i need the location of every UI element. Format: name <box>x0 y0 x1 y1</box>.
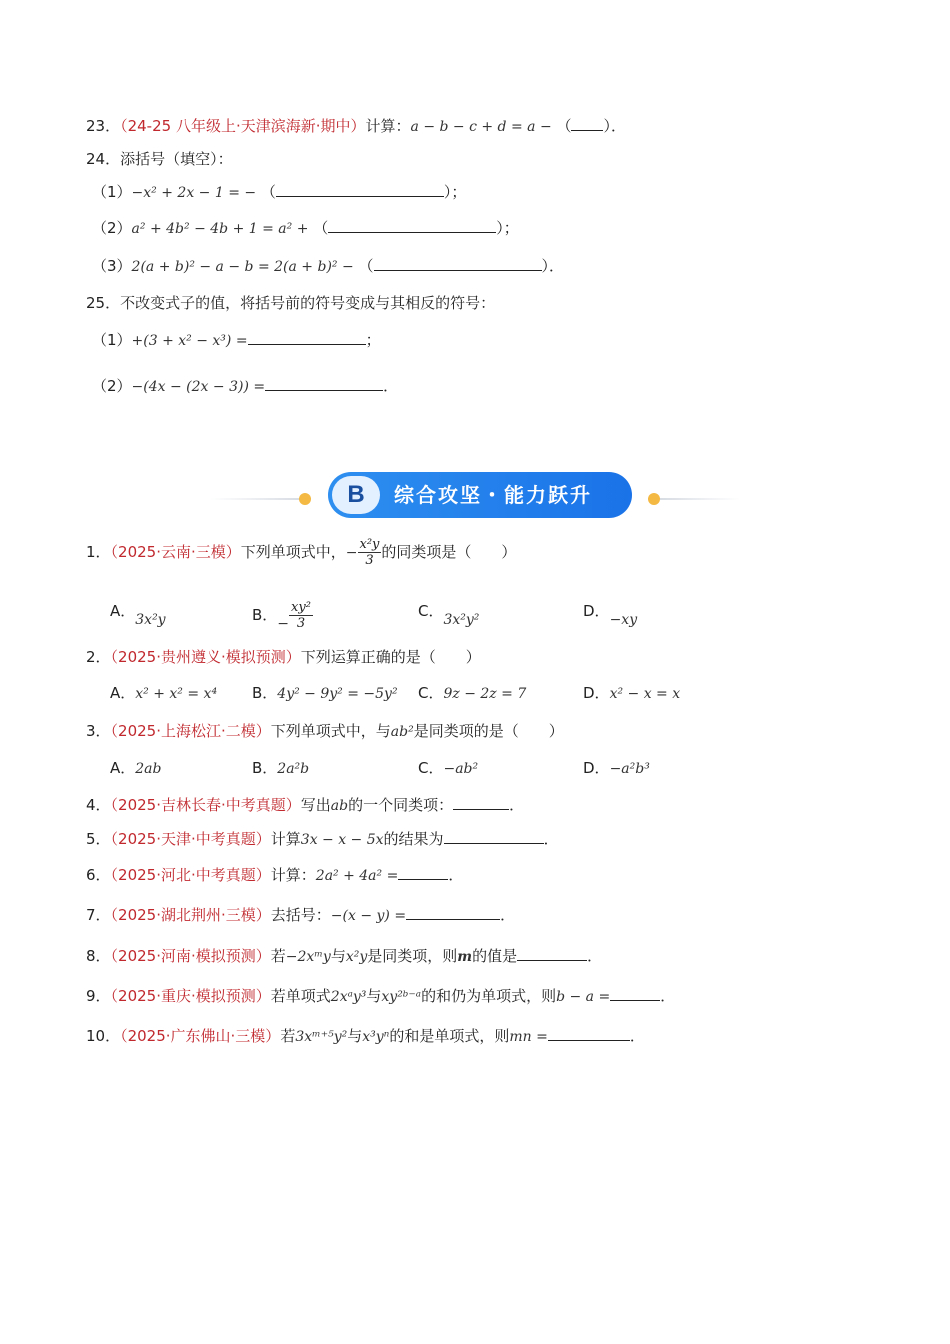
banner-dot-left <box>299 493 311 505</box>
question-24 <box>86 148 233 170</box>
answer-blank[interactable] <box>398 865 448 880</box>
question-25-item-1: （1）+(3 + x² − x³) = ； <box>92 331 381 349</box>
answer-blank[interactable] <box>406 905 500 920</box>
question-b7: 7．（2025·湖北荆州·三模）去括号：−(x − y) = ． <box>86 906 516 924</box>
question-text: 添括号（填空）： <box>120 150 233 168</box>
question-source: （2025·河北·中考真题） <box>110 866 271 884</box>
option-b[interactable]: B．− $\frac{\text{xy²}}{3}$ <box>252 600 311 632</box>
question-source: （2025·重庆·模拟预测） <box>110 987 271 1005</box>
answer-blank[interactable] <box>265 376 383 391</box>
option-a[interactable]: A．x² + x² = x⁴ <box>110 684 218 702</box>
option-a[interactable]: A．3x²y <box>110 602 166 628</box>
question-b3: 3．（2025·上海松江·二模）下列单项式中，与ab²是同类项的是（ ） <box>86 722 564 740</box>
section-letter: B <box>332 476 380 514</box>
question-text: 不改变式子的值，将括号前的符号变成与其相反的符号： <box>120 294 496 312</box>
question-source: （2025·广东佛山·三模） <box>120 1027 281 1045</box>
question-24-item-2: （2）a² + 4b² − 4b + 1 = a² + （ ）； <box>92 219 519 237</box>
option-c[interactable]: C．−ab² <box>418 759 479 777</box>
banner-line-right <box>660 498 740 500</box>
answer-blank[interactable] <box>571 116 603 131</box>
fraction: $\frac{\text{x²y}}{3}$ <box>359 537 380 568</box>
question-source: （2025·吉林长春·中考真题） <box>110 796 301 814</box>
section-title: 综合攻坚・能力跃升 <box>394 483 592 507</box>
math-expression: a² + 4b² − 4b + 1 = a² + <box>131 221 309 237</box>
question-b1: 1．（2025·云南·三模）下列单项式中，− $\frac{\text{x²y}}{3}$ 的同类项是（ ） <box>86 537 517 568</box>
question-text: 计算： <box>365 117 411 135</box>
question-25-item-2: （2）−(4x − (2x − 3)) = ． <box>92 377 399 395</box>
question-source: （2025·上海松江·二模） <box>110 722 271 740</box>
question-b5: 5．（2025·天津·中考真题）计算3x − x − 5x的结果为 ． <box>86 830 559 848</box>
answer-blank[interactable] <box>517 946 587 961</box>
answer-blank[interactable] <box>328 218 496 233</box>
question-25 <box>86 292 495 314</box>
question-source: （2025·湖北荆州·三模） <box>110 906 271 924</box>
option-c[interactable]: C．9z − 2z = 7 <box>418 684 527 702</box>
math-expression: 2(a + b)² − a − b = 2(a + b)² − <box>131 259 354 275</box>
question-number: 24． <box>86 150 121 168</box>
question-b9: 9．（2025·重庆·模拟预测）若单项式2xᵃy³与xy²ᵇ⁻ᵃ的和仍为单项式，则b − a = ． <box>86 987 676 1005</box>
answer-blank[interactable] <box>374 256 542 271</box>
question-source: （2025·河南·模拟预测） <box>110 947 271 965</box>
question-24-item-1: （1）−x² + 2x − 1 = − （ ）； <box>92 183 467 201</box>
math-expression: +(3 + x² − x³) = <box>131 333 248 349</box>
banner-dot-right <box>648 493 660 505</box>
answer-blank[interactable] <box>548 1026 630 1041</box>
question-source: （2025·云南·三模） <box>110 543 241 561</box>
option-d[interactable]: D．−a²b³ <box>583 759 650 777</box>
option-d[interactable]: D．x² − x = x <box>583 684 681 702</box>
option-a[interactable]: A．2ab <box>110 759 162 777</box>
option-b[interactable]: B．2a²b <box>252 759 310 777</box>
option-b[interactable]: B．4y² − 9y² = −5y² <box>252 684 398 702</box>
question-number: 23． <box>86 117 121 135</box>
answer-blank[interactable] <box>276 182 444 197</box>
math-expression: −x² + 2x − 1 = − <box>131 185 257 201</box>
math-expression: −(4x − (2x − 3)) = <box>131 379 266 395</box>
option-c[interactable]: C．3x²y² <box>418 602 480 628</box>
question-b10: 10．（2025·广东佛山·三模）若3xᵐ⁺⁵y²与x³yⁿ的和是单项式，则mn = ． <box>86 1027 645 1045</box>
answer-blank[interactable] <box>444 829 544 844</box>
question-source: （24-25 八年级上·天津滨海新·期中） <box>120 117 366 135</box>
answer-blank[interactable] <box>453 795 509 810</box>
question-23: 23．（24-25 八年级上·天津滨海新·期中）计算：a − b − c + d = a − （ ）． <box>86 117 626 135</box>
question-b6: 6．（2025·河北·中考真题）计算：2a² + 4a² = ． <box>86 866 464 884</box>
question-source: （2025·天津·中考真题） <box>110 830 271 848</box>
question-24-item-3: （3）2(a + b)² − a − b = 2(a + b)² − （ ）． <box>92 257 565 275</box>
banner-line-left <box>210 498 302 500</box>
question-source: （2025·贵州遵义·模拟预测） <box>110 648 301 666</box>
math-expression: a − b − c + d = a − <box>410 119 552 135</box>
option-d[interactable]: D．−xy <box>583 602 638 628</box>
question-b4: 4．（2025·吉林长春·中考真题）写出ab的一个同类项： ． <box>86 796 525 814</box>
question-number: 25． <box>86 294 121 312</box>
answer-blank[interactable] <box>610 986 660 1001</box>
question-b8: 8．（2025·河南·模拟预测）若−2xᵐy与x²y是同类项，则m的值是 ． <box>86 947 603 965</box>
answer-blank[interactable] <box>248 330 366 345</box>
question-b2: 2．（2025·贵州遵义·模拟预测）下列运算正确的是（ ） <box>86 648 481 666</box>
